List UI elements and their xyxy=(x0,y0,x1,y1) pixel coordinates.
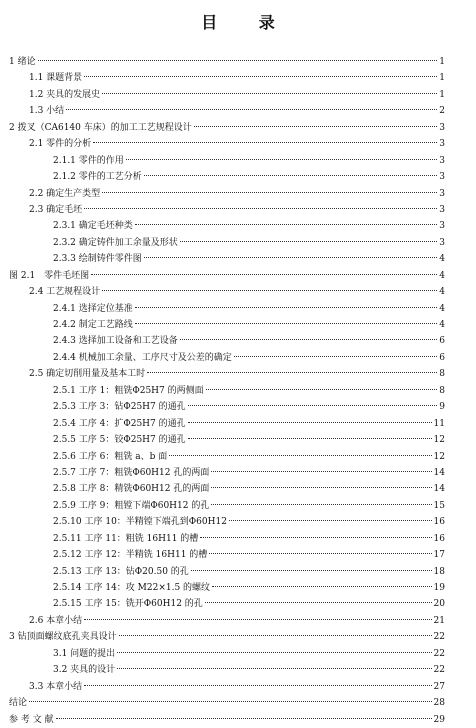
toc-entry-page: 8 xyxy=(439,369,445,380)
toc-entry[interactable] xyxy=(9,268,445,284)
toc-entry-title: 2.4.4 机械加工余量、工序尺寸及公差的确定 xyxy=(53,352,232,363)
toc-entry-page: 3 xyxy=(439,155,445,166)
toc-entry-page: 1 xyxy=(439,89,445,100)
dot-leader xyxy=(191,570,432,571)
toc-entry-page: 3 xyxy=(439,139,445,150)
toc-entry[interactable] xyxy=(9,317,445,333)
toc-entry[interactable] xyxy=(9,136,445,152)
dot-leader xyxy=(147,372,437,373)
dot-leader xyxy=(211,487,431,488)
dot-leader xyxy=(188,438,432,439)
toc-entry-title: 2.5.15 工序 15：铣开Φ60H12 的孔 xyxy=(53,599,203,610)
dot-leader xyxy=(56,718,432,719)
toc-entry-page: 11 xyxy=(433,418,445,429)
toc-entry[interactable] xyxy=(9,613,445,629)
toc-entry-page: 12 xyxy=(433,451,445,462)
toc-entry-page: 2 xyxy=(439,106,445,117)
dot-leader xyxy=(211,504,431,505)
toc-entry-page: 28 xyxy=(433,698,445,709)
toc-entry[interactable] xyxy=(9,646,445,662)
toc-entry-page: 3 xyxy=(439,188,445,199)
toc-entry-title: 3 钻顶面螺纹底孔夹具设计 xyxy=(9,632,117,643)
toc-entry-page: 4 xyxy=(439,270,445,281)
toc-entry-title: 2.4.3 选择加工设备和工艺设备 xyxy=(53,336,178,347)
toc-entry-title: 1.1 课题背景 xyxy=(29,73,83,84)
dot-leader xyxy=(144,257,438,258)
toc-entry-title: 2.3 确定毛坯 xyxy=(29,204,83,215)
toc-entry-title: 2.5.3 工序 3：钻Φ25H7 的通孔 xyxy=(53,402,186,413)
toc-entry-title: 3.3 本章小结 xyxy=(29,681,83,692)
toc-entry-title: 2.1 零件的分析 xyxy=(29,139,92,150)
toc-entry-title: 1.2 夹具的发展史 xyxy=(29,89,101,100)
dot-leader xyxy=(209,553,431,554)
toc-entry-title: 2.5.6 工序 6：粗铣 a、b 面 xyxy=(53,451,168,462)
toc-entry-page: 3 xyxy=(439,204,445,215)
toc-entry[interactable] xyxy=(9,186,445,202)
toc-entry[interactable] xyxy=(9,514,445,530)
toc-entry-page: 3 xyxy=(439,221,445,232)
dot-leader xyxy=(117,668,431,669)
toc-entry-title: 2.5.8 工序 8：精铣Φ60H12 孔的两面 xyxy=(53,484,210,495)
toc-entry-page: 14 xyxy=(433,467,445,478)
table-of-contents xyxy=(9,54,445,728)
toc-entry-title: 参 考 文 献 xyxy=(9,714,54,725)
toc-entry-page: 22 xyxy=(433,665,445,676)
toc-entry-title: 2.1.2 零件的工艺分析 xyxy=(53,172,142,183)
toc-entry-title: 2 拨叉（CA6140 车床）的加工工艺规程设计 xyxy=(9,122,192,133)
toc-entry-page: 6 xyxy=(439,336,445,347)
toc-entry-page: 1 xyxy=(439,73,445,84)
toc-entry[interactable] xyxy=(9,547,445,563)
toc-entry[interactable] xyxy=(9,284,445,300)
toc-entry[interactable] xyxy=(9,366,445,382)
dot-leader xyxy=(119,635,432,636)
toc-entry[interactable] xyxy=(9,120,445,136)
toc-entry[interactable] xyxy=(9,235,445,251)
toc-entry-page: 12 xyxy=(433,435,445,446)
dot-leader xyxy=(135,307,438,308)
toc-entry[interactable] xyxy=(9,350,445,366)
toc-entry[interactable] xyxy=(9,333,445,349)
toc-entry[interactable] xyxy=(9,449,445,465)
toc-entry-page: 16 xyxy=(433,533,445,544)
toc-entry[interactable] xyxy=(9,416,445,432)
toc-entry-page: 4 xyxy=(439,303,445,314)
toc-entry[interactable] xyxy=(9,70,445,86)
dot-leader xyxy=(180,339,438,340)
toc-entry[interactable] xyxy=(9,712,445,728)
dot-leader xyxy=(135,323,438,324)
toc-entry-page: 6 xyxy=(439,352,445,363)
toc-entry-page: 3 xyxy=(439,237,445,248)
toc-entry-title: 2.6 本章小结 xyxy=(29,615,83,626)
toc-entry[interactable] xyxy=(9,251,445,267)
dot-leader xyxy=(188,405,438,406)
toc-entry-page: 4 xyxy=(439,254,445,265)
dot-leader xyxy=(91,274,437,275)
toc-entry-title: 2.4 工艺规程设计 xyxy=(29,287,101,298)
dot-leader xyxy=(169,455,431,456)
dot-leader xyxy=(234,356,438,357)
toc-entry-title: 2.1.1 零件的作用 xyxy=(53,155,124,166)
toc-entry[interactable] xyxy=(9,87,445,103)
toc-entry-page: 16 xyxy=(433,517,445,528)
toc-entry[interactable] xyxy=(9,580,445,596)
dot-leader xyxy=(180,241,438,242)
toc-entry-title: 2.5.1 工序 1：粗铣Φ25H7 的两侧面 xyxy=(53,385,204,396)
dot-leader xyxy=(84,76,437,77)
dot-leader xyxy=(102,290,437,291)
toc-entry-page: 22 xyxy=(433,632,445,643)
dot-leader xyxy=(84,208,437,209)
dot-leader xyxy=(205,602,432,603)
toc-entry-page: 3 xyxy=(439,122,445,133)
toc-entry-title: 3.2 夹具的设计 xyxy=(53,665,116,676)
dot-leader xyxy=(38,60,438,61)
toc-entry-page: 18 xyxy=(433,566,445,577)
toc-entry-page: 1 xyxy=(439,57,445,67)
toc-entry-page: 29 xyxy=(433,714,445,725)
toc-entry-title: 2.3.1 确定毛坯种类 xyxy=(53,221,133,232)
toc-entry-title: 2.5.4 工序 4：扩Φ25H7 的通孔 xyxy=(53,418,186,429)
dot-leader xyxy=(200,537,431,538)
toc-entry[interactable] xyxy=(9,383,445,399)
toc-entry-title: 2.5.7 工序 7：粗铣Φ60H12 孔的两面 xyxy=(53,467,210,478)
dot-leader xyxy=(206,389,438,390)
toc-entry-title: 图 2.1 零件毛坯图 xyxy=(9,270,90,281)
toc-entry[interactable] xyxy=(9,399,445,415)
toc-entry-title: 2.5.14 工序 14：攻 M22×1.5 的螺纹 xyxy=(53,583,211,593)
toc-entry-title: 2.5 确定切削用量及基本工时 xyxy=(29,369,146,380)
toc-entry-title: 2.2 确定生产类型 xyxy=(29,188,101,199)
toc-entry-page: 27 xyxy=(433,681,445,692)
toc-entry[interactable] xyxy=(9,481,445,497)
toc-entry[interactable] xyxy=(9,202,445,218)
toc-entry-title: 2.3.2 确定铸件加工余量及形状 xyxy=(53,237,178,248)
toc-entry-page: 3 xyxy=(439,172,445,183)
dot-leader xyxy=(84,619,431,620)
dot-leader xyxy=(188,422,432,423)
dot-leader xyxy=(135,224,438,225)
dot-leader xyxy=(93,142,437,143)
toc-entry-title: 1.3 小结 xyxy=(29,106,65,117)
toc-entry-title: 1 绪论 xyxy=(9,57,36,67)
toc-entry[interactable] xyxy=(9,498,445,514)
dot-leader xyxy=(84,685,431,686)
page-title: 目 录 xyxy=(201,13,293,32)
toc-entry-page: 14 xyxy=(433,484,445,495)
dot-leader xyxy=(211,471,431,472)
toc-entry-title: 2.5.12 工序 12：半精铣 16H11 的槽 xyxy=(53,550,208,561)
toc-entry-title: 2.5.13 工序 13：钻Φ20.50 的孔 xyxy=(53,566,189,577)
toc-entry-title: 2.5.10 工序 10：半精镗下端孔到Φ60H12 xyxy=(53,517,227,528)
toc-entry[interactable] xyxy=(9,465,445,481)
dot-leader xyxy=(117,652,431,653)
toc-entry[interactable] xyxy=(9,153,445,169)
dot-leader xyxy=(126,159,438,160)
toc-entry[interactable] xyxy=(9,301,445,317)
toc-entry-page: 21 xyxy=(433,615,445,626)
toc-entry-page: 20 xyxy=(433,599,445,610)
dot-leader xyxy=(102,93,437,94)
toc-entry[interactable] xyxy=(9,54,445,70)
toc-entry-title: 2.5.11 工序 11：粗铣 16H11 的槽 xyxy=(53,533,199,544)
toc-entry-page: 9 xyxy=(439,402,445,413)
dot-leader xyxy=(194,126,438,127)
toc-entry-page: 22 xyxy=(433,648,445,659)
toc-entry-page: 4 xyxy=(439,287,445,298)
toc-entry-page: 4 xyxy=(439,320,445,330)
toc-entry-page: 19 xyxy=(433,583,445,593)
toc-entry[interactable] xyxy=(9,564,445,580)
toc-entry[interactable] xyxy=(9,103,445,119)
toc-entry-title: 2.3.3 绘制铸件零件图 xyxy=(53,254,142,265)
toc-entry[interactable] xyxy=(9,596,445,612)
dot-leader xyxy=(212,586,432,587)
dot-leader xyxy=(144,175,438,176)
toc-entry-title: 2.4.2 制定工艺路线 xyxy=(53,320,133,330)
toc-entry[interactable] xyxy=(9,432,445,448)
toc-entry-title: 2.5.5 工序 5：铰Φ25H7 的通孔 xyxy=(53,435,186,446)
toc-entry[interactable] xyxy=(9,679,445,695)
toc-entry-title: 3.1 问题的提出 xyxy=(53,648,116,659)
toc-entry[interactable] xyxy=(9,695,445,711)
toc-entry-page: 17 xyxy=(433,550,445,561)
toc-entry-page: 15 xyxy=(433,500,445,511)
dot-leader xyxy=(229,520,432,521)
toc-entry-title: 2.4.1 选择定位基准 xyxy=(53,303,133,314)
toc-entry[interactable] xyxy=(9,629,445,645)
toc-entry-title: 结论 xyxy=(9,698,28,709)
toc-entry[interactable] xyxy=(9,218,445,234)
dot-leader xyxy=(29,701,432,702)
dot-leader xyxy=(102,192,437,193)
toc-entry[interactable] xyxy=(9,169,445,185)
dot-leader xyxy=(66,109,437,110)
toc-entry[interactable] xyxy=(9,531,445,547)
toc-entry[interactable] xyxy=(9,662,445,678)
toc-entry-title: 2.5.9 工序 9：粗镗下端Φ60H12 的孔 xyxy=(53,500,210,511)
toc-entry-page: 8 xyxy=(439,385,445,396)
